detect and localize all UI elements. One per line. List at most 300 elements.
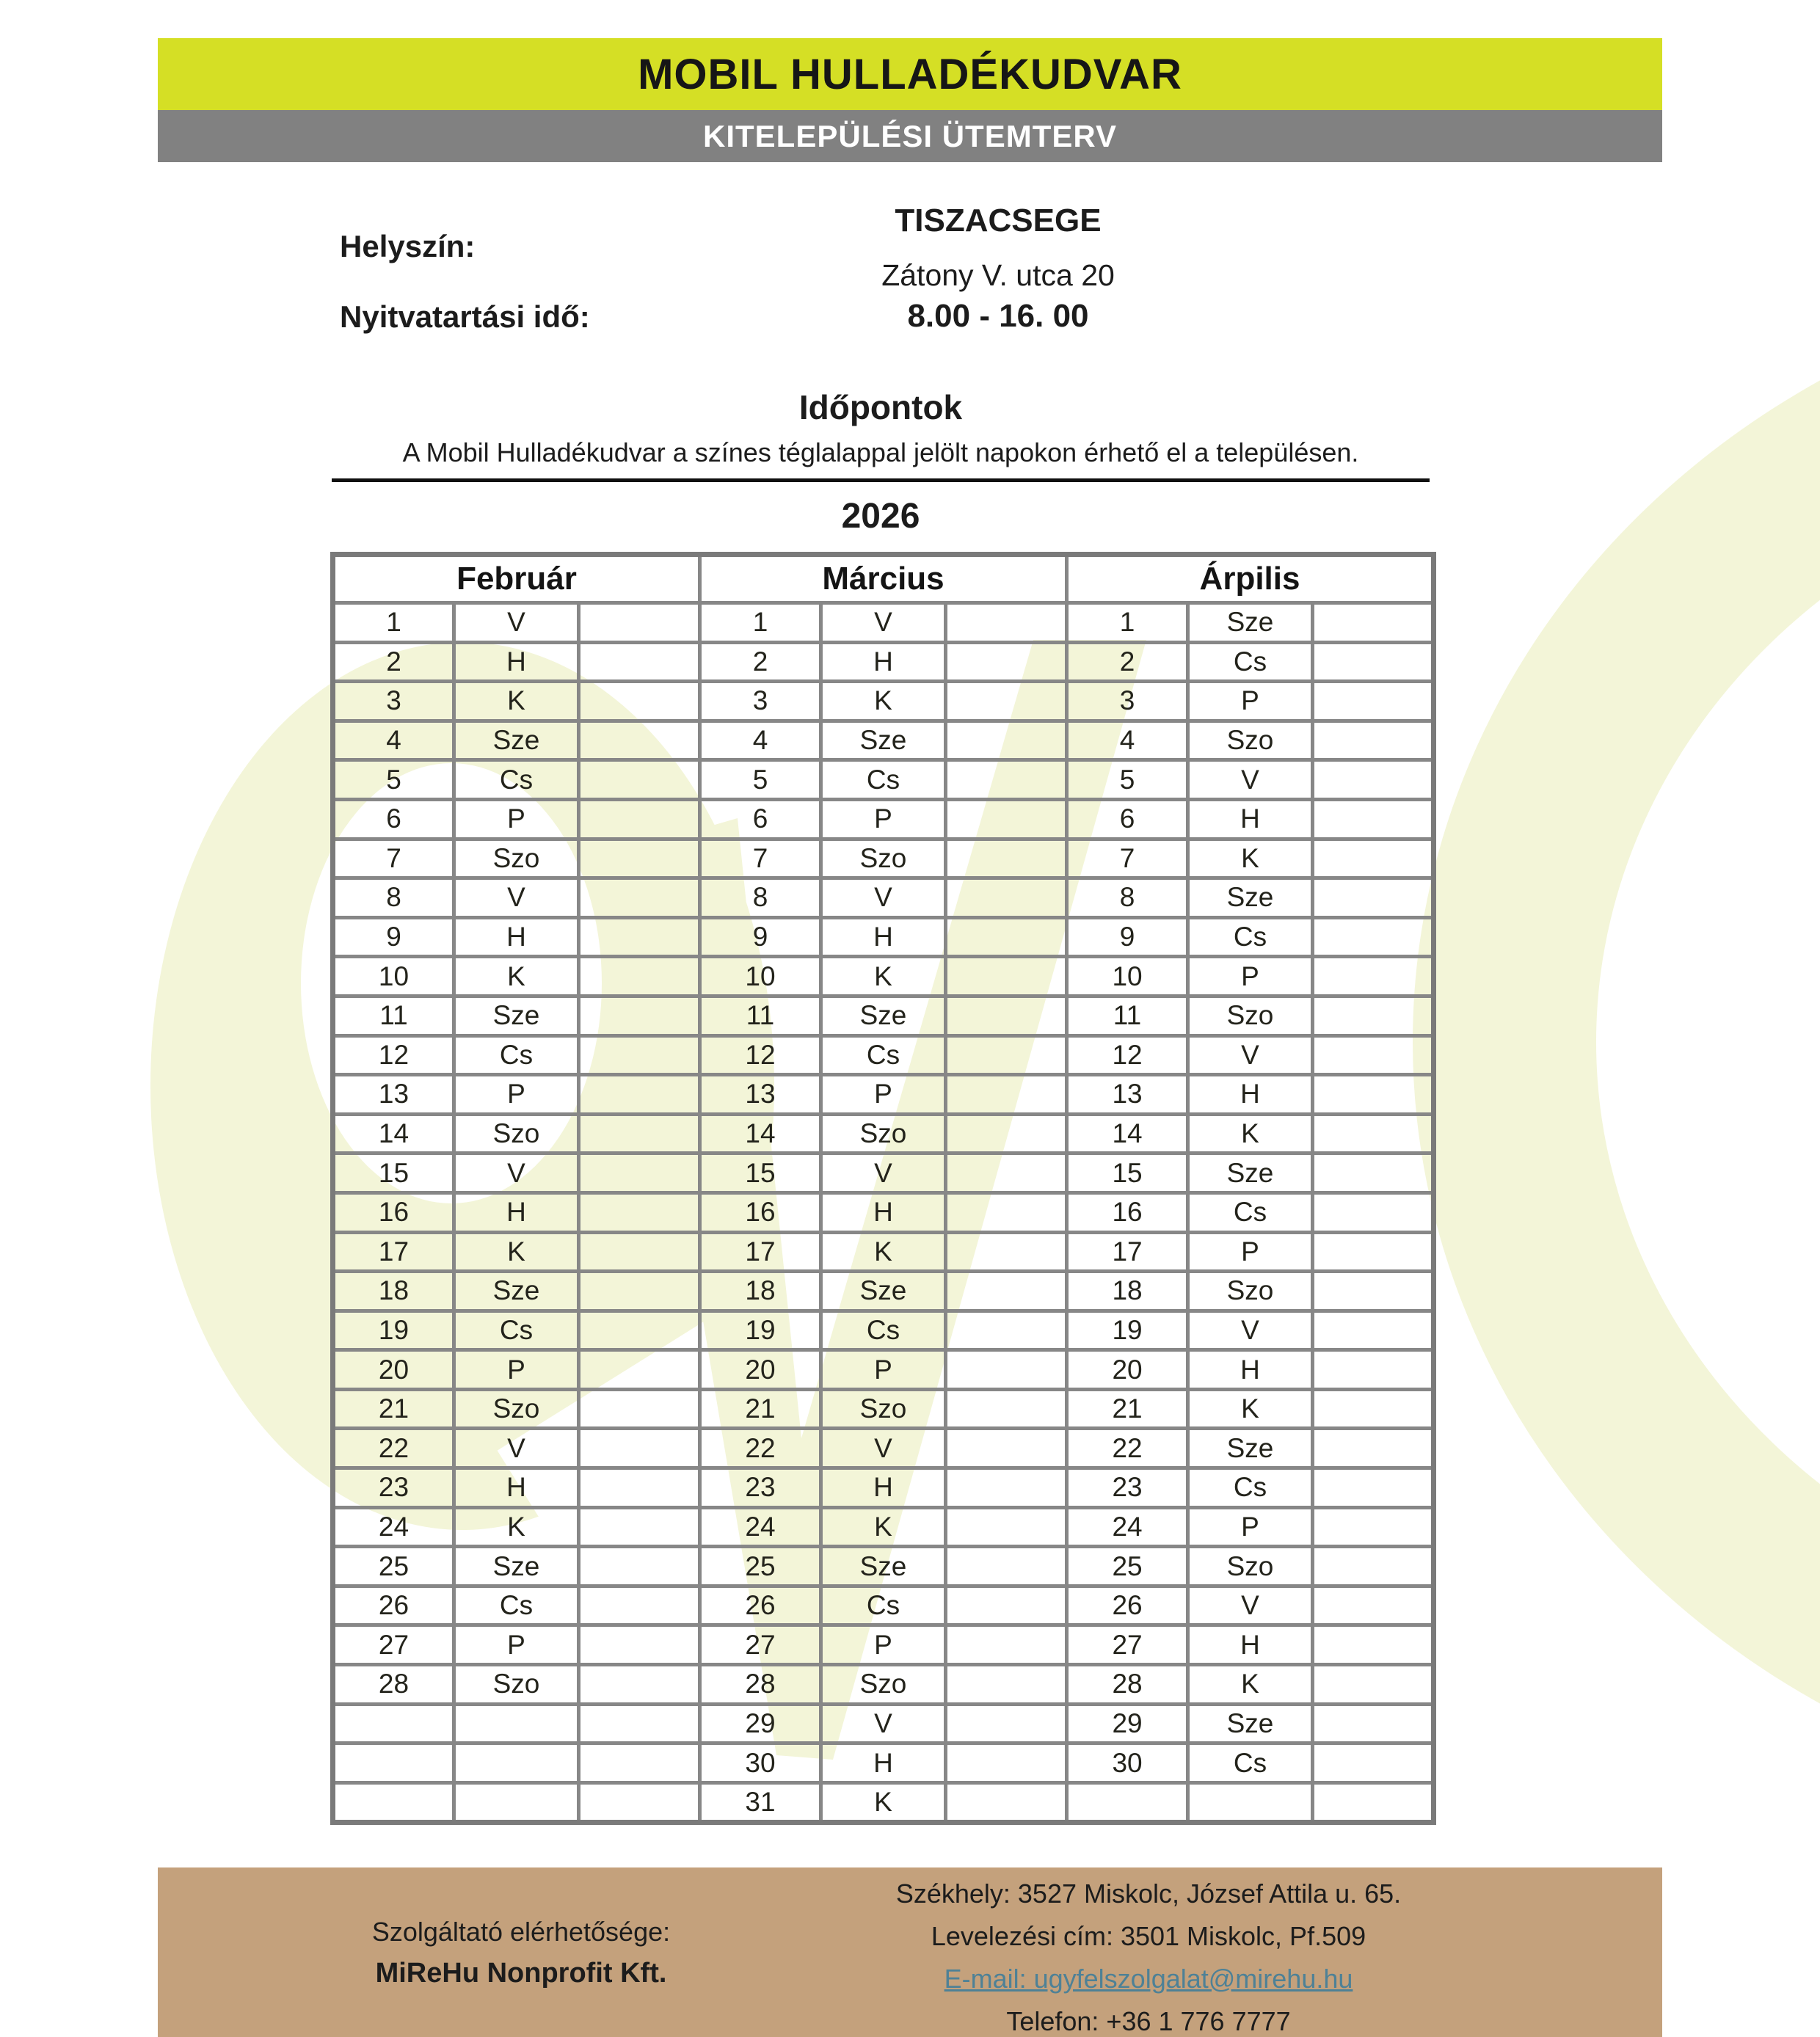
day-name-cell: Cs [454, 1311, 579, 1350]
availability-marker-cell [579, 603, 700, 643]
day-name-cell: K [821, 957, 946, 996]
day-name-cell: P [454, 1625, 579, 1665]
availability-marker-cell [579, 682, 700, 721]
day-number-cell: 4 [700, 721, 821, 760]
day-name-cell: H [1188, 799, 1313, 839]
availability-marker-cell [946, 1743, 1067, 1783]
day-number-cell: 18 [333, 1272, 454, 1311]
day-name-cell: Szo [454, 1114, 579, 1154]
day-number-cell: 29 [1067, 1704, 1188, 1743]
month-header: Március [700, 555, 1067, 603]
calendar-row [333, 1507, 1434, 1547]
day-name-cell: H [821, 1743, 946, 1783]
day-number-cell: 23 [700, 1468, 821, 1508]
availability-marker-cell [946, 996, 1067, 1035]
calendar-row [333, 1665, 1434, 1705]
day-number-cell: 22 [333, 1429, 454, 1468]
day-name-cell: Cs [1188, 642, 1313, 682]
day-number-cell: 13 [1067, 1075, 1188, 1115]
availability-marker-cell [946, 799, 1067, 839]
day-number-cell: 24 [1067, 1507, 1188, 1547]
availability-marker-cell [946, 1468, 1067, 1508]
day-name-cell: Cs [454, 760, 579, 800]
availability-marker-cell [579, 1743, 700, 1783]
subtitle-bar [158, 110, 1662, 162]
day-number-cell: 4 [1067, 721, 1188, 760]
page-title: MOBIL HULLADÉKUDVAR [638, 50, 1182, 98]
day-name-cell: H [454, 1468, 579, 1508]
day-number-cell: 1 [700, 603, 821, 643]
day-number-cell: 5 [700, 760, 821, 800]
day-name-cell: K [821, 682, 946, 721]
day-number-cell: 11 [1067, 996, 1188, 1035]
availability-marker-cell [946, 1232, 1067, 1272]
divider-rule [332, 478, 1430, 482]
availability-marker-cell [579, 1192, 700, 1232]
month-header: Február [333, 555, 700, 603]
day-name-cell: H [1188, 1350, 1313, 1390]
calendar-row [333, 1743, 1434, 1783]
day-number-cell: 4 [333, 721, 454, 760]
day-name-cell: Sze [821, 996, 946, 1035]
day-name-cell: K [1188, 839, 1313, 878]
availability-marker-cell [946, 957, 1067, 996]
day-name-cell: H [454, 917, 579, 957]
day-name-cell: K [1188, 1389, 1313, 1429]
availability-marker-cell [579, 1507, 700, 1547]
day-number-cell: 28 [1067, 1665, 1188, 1705]
day-number-cell: 20 [1067, 1350, 1188, 1390]
day-name-cell: H [821, 917, 946, 957]
availability-marker-cell [946, 839, 1067, 878]
calendar-row [333, 1232, 1434, 1272]
availability-marker-cell [1313, 642, 1434, 682]
day-number-cell: 12 [700, 1035, 821, 1075]
day-number-cell: 3 [700, 682, 821, 721]
availability-marker-cell [1313, 1311, 1434, 1350]
day-number-cell: 20 [700, 1350, 821, 1390]
availability-marker-cell [946, 1586, 1067, 1625]
day-name-cell: P [821, 1075, 946, 1115]
day-number-cell: 6 [1067, 799, 1188, 839]
availability-marker-cell [1313, 1547, 1434, 1586]
day-name-cell: Szo [821, 839, 946, 878]
day-name-cell: K [454, 957, 579, 996]
day-number-cell: 22 [700, 1429, 821, 1468]
availability-marker-cell [579, 1075, 700, 1115]
day-number-cell: 23 [1067, 1468, 1188, 1508]
availability-marker-cell [579, 1665, 700, 1705]
day-name-cell: V [1188, 1035, 1313, 1075]
availability-marker-cell [1313, 957, 1434, 996]
calendar-row [333, 1035, 1434, 1075]
day-number-cell: 7 [1067, 839, 1188, 878]
availability-marker-cell [579, 878, 700, 918]
availability-marker-cell [1313, 917, 1434, 957]
day-name-cell: P [454, 1350, 579, 1390]
provider-label: Szolgáltató elérhetősége: [371, 1917, 671, 1947]
availability-marker-cell [579, 1625, 700, 1665]
day-number-cell: 14 [333, 1114, 454, 1154]
day-name-cell: H [454, 1192, 579, 1232]
availability-marker-cell [946, 1272, 1067, 1311]
calendar-row [333, 1192, 1434, 1232]
day-number-cell: 29 [700, 1704, 821, 1743]
day-name-cell: Szo [454, 1665, 579, 1705]
availability-marker-cell [1313, 1586, 1434, 1625]
day-number-cell: 11 [333, 996, 454, 1035]
availability-marker-cell [579, 1114, 700, 1154]
availability-marker-cell [1313, 721, 1434, 760]
day-name-cell: P [454, 1075, 579, 1115]
availability-marker-cell [1313, 1389, 1434, 1429]
schedule-calendar-table [330, 552, 1436, 1825]
day-number-cell: 31 [700, 1782, 821, 1823]
day-name-cell: Sze [1188, 603, 1313, 643]
day-number-cell: 19 [333, 1311, 454, 1350]
day-number-cell: 5 [1067, 760, 1188, 800]
provider-name: MiReHu Nonprofit Kft. [375, 1958, 667, 1989]
availability-marker-cell [579, 1154, 700, 1193]
day-name-cell [1188, 1782, 1313, 1823]
day-name-cell: Sze [454, 996, 579, 1035]
title-bar [158, 38, 1662, 110]
calendar-row [333, 957, 1434, 996]
day-name-cell: V [1188, 1586, 1313, 1625]
calendar-row [333, 839, 1434, 878]
day-name-cell: V [821, 878, 946, 918]
day-name-cell: Cs [821, 1311, 946, 1350]
availability-marker-cell [946, 917, 1067, 957]
day-number-cell [1067, 1782, 1188, 1823]
availability-marker-cell [1313, 1704, 1434, 1743]
availability-marker-cell [1313, 682, 1434, 721]
day-number-cell: 13 [700, 1075, 821, 1115]
day-number-cell: 7 [700, 839, 821, 878]
day-name-cell: Szo [1188, 721, 1313, 760]
day-name-cell: V [1188, 1311, 1313, 1350]
availability-marker-cell [1313, 1625, 1434, 1665]
day-number-cell: 1 [333, 603, 454, 643]
day-number-cell: 10 [333, 957, 454, 996]
day-number-cell: 10 [1067, 957, 1188, 996]
availability-marker-cell [946, 682, 1067, 721]
day-number-cell: 3 [333, 682, 454, 721]
availability-marker-cell [579, 1782, 700, 1823]
day-name-cell: Szo [821, 1389, 946, 1429]
availability-marker-cell [579, 1586, 700, 1625]
day-name-cell: Cs [821, 760, 946, 800]
day-number-cell: 16 [333, 1192, 454, 1232]
day-number-cell: 8 [333, 878, 454, 918]
day-number-cell: 22 [1067, 1429, 1188, 1468]
availability-marker-cell [579, 996, 700, 1035]
calendar-row [333, 996, 1434, 1035]
day-name-cell: V [454, 603, 579, 643]
opening-hours-label: Nyitvatartási idő: [340, 299, 590, 334]
city-name: TISZACSEGE [895, 203, 1102, 238]
availability-marker-cell [1313, 1075, 1434, 1115]
day-name-cell: P [821, 799, 946, 839]
day-name-cell: P [1188, 1507, 1313, 1547]
availability-marker-cell [579, 760, 700, 800]
day-number-cell: 2 [700, 642, 821, 682]
availability-marker-cell [946, 1625, 1067, 1665]
availability-marker-cell [1313, 1272, 1434, 1311]
day-number-cell: 24 [700, 1507, 821, 1547]
section-description: A Mobil Hulladékudvar a színes téglalappal jelölt napokon érhető el a településen. [402, 437, 1359, 467]
day-number-cell: 27 [333, 1625, 454, 1665]
day-number-cell: 1 [1067, 603, 1188, 643]
availability-marker-cell [1313, 1114, 1434, 1154]
day-name-cell: Sze [821, 721, 946, 760]
calendar-row [333, 1272, 1434, 1311]
availability-marker-cell [579, 1468, 700, 1508]
availability-marker-cell [946, 1704, 1067, 1743]
availability-marker-cell [579, 1035, 700, 1075]
day-name-cell: Sze [1188, 1704, 1313, 1743]
day-number-cell: 12 [1067, 1035, 1188, 1075]
day-name-cell: Cs [454, 1035, 579, 1075]
day-name-cell: Szo [821, 1114, 946, 1154]
day-number-cell: 28 [700, 1665, 821, 1705]
availability-marker-cell [579, 1704, 700, 1743]
availability-marker-cell [1313, 839, 1434, 878]
day-number-cell: 27 [1067, 1625, 1188, 1665]
day-name-cell: Sze [821, 1272, 946, 1311]
day-number-cell: 14 [700, 1114, 821, 1154]
day-name-cell: H [1188, 1075, 1313, 1115]
availability-marker-cell [1313, 1232, 1434, 1272]
day-name-cell: P [821, 1350, 946, 1390]
day-name-cell: Cs [1188, 1192, 1313, 1232]
availability-marker-cell [946, 721, 1067, 760]
day-name-cell: P [454, 799, 579, 839]
availability-marker-cell [946, 1547, 1067, 1586]
day-name-cell: K [1188, 1665, 1313, 1705]
calendar-row [333, 1350, 1434, 1390]
year-heading: 2026 [841, 497, 920, 536]
calendar-row [333, 1625, 1434, 1665]
day-name-cell: K [454, 1507, 579, 1547]
day-name-cell: K [454, 682, 579, 721]
month-header-row [333, 555, 1434, 603]
availability-marker-cell [1313, 1743, 1434, 1783]
calendar-row [333, 1311, 1434, 1350]
day-number-cell: 17 [700, 1232, 821, 1272]
day-name-cell: K [1188, 1114, 1313, 1154]
availability-marker-cell [1313, 1468, 1434, 1508]
availability-marker-cell [1313, 1350, 1434, 1390]
calendar-row [333, 799, 1434, 839]
day-number-cell: 15 [333, 1154, 454, 1193]
day-number-cell: 6 [700, 799, 821, 839]
section-title: Időpontok [798, 388, 963, 426]
day-number-cell: 9 [333, 917, 454, 957]
calendar-row [333, 1154, 1434, 1193]
day-name-cell: Sze [454, 1272, 579, 1311]
day-name-cell: Sze [1188, 1154, 1313, 1193]
day-number-cell: 18 [1067, 1272, 1188, 1311]
availability-marker-cell [579, 1350, 700, 1390]
availability-marker-cell [579, 1311, 700, 1350]
availability-marker-cell [579, 799, 700, 839]
availability-marker-cell [1313, 1192, 1434, 1232]
day-name-cell: Szo [1188, 1547, 1313, 1586]
day-number-cell: 17 [333, 1232, 454, 1272]
day-name-cell: P [821, 1625, 946, 1665]
hq-address: Székhely: 3527 Miskolc, József Attila u. 65. [895, 1879, 1402, 1909]
day-number-cell: 23 [333, 1468, 454, 1508]
day-name-cell: V [821, 1704, 946, 1743]
availability-marker-cell [946, 760, 1067, 800]
day-number-cell: 10 [700, 957, 821, 996]
day-name-cell: V [821, 1429, 946, 1468]
availability-marker-cell [579, 642, 700, 682]
availability-marker-cell [946, 1192, 1067, 1232]
day-name-cell: V [454, 1154, 579, 1193]
footer [158, 1867, 1662, 2037]
day-number-cell: 26 [333, 1586, 454, 1625]
day-number-cell: 2 [333, 642, 454, 682]
location-label: Helyszín: [340, 229, 476, 263]
day-number-cell: 2 [1067, 642, 1188, 682]
availability-marker-cell [1313, 760, 1434, 800]
day-name-cell: V [821, 603, 946, 643]
day-name-cell [454, 1782, 579, 1823]
day-number-cell: 30 [700, 1743, 821, 1783]
day-name-cell [454, 1743, 579, 1783]
availability-marker-cell [946, 878, 1067, 918]
calendar-row [333, 878, 1434, 918]
availability-marker-cell [946, 1507, 1067, 1547]
availability-marker-cell [1313, 996, 1434, 1035]
day-number-cell: 8 [700, 878, 821, 918]
calendar-row [333, 682, 1434, 721]
availability-marker-cell [946, 1035, 1067, 1075]
day-name-cell: P [1188, 957, 1313, 996]
calendar-row [333, 1586, 1434, 1625]
availability-marker-cell [579, 1272, 700, 1311]
availability-marker-cell [946, 1665, 1067, 1705]
day-name-cell: H [1188, 1625, 1313, 1665]
day-number-cell: 19 [700, 1311, 821, 1350]
day-name-cell: P [1188, 1232, 1313, 1272]
day-name-cell: Cs [1188, 917, 1313, 957]
day-number-cell: 26 [700, 1586, 821, 1625]
availability-marker-cell [946, 1350, 1067, 1390]
day-number-cell: 21 [1067, 1389, 1188, 1429]
day-number-cell: 3 [1067, 682, 1188, 721]
day-name-cell: Cs [1188, 1743, 1313, 1783]
calendar-row [333, 1114, 1434, 1154]
day-name-cell: H [821, 642, 946, 682]
day-number-cell: 15 [700, 1154, 821, 1193]
day-name-cell: Cs [821, 1586, 946, 1625]
month-header: Árpilis [1067, 555, 1434, 603]
availability-marker-cell [1313, 1429, 1434, 1468]
street-address: Zátony V. utca 20 [881, 258, 1115, 292]
availability-marker-cell [946, 1782, 1067, 1823]
day-number-cell: 20 [333, 1350, 454, 1390]
day-number-cell: 9 [1067, 917, 1188, 957]
day-name-cell: Szo [821, 1665, 946, 1705]
day-name-cell: Cs [1188, 1468, 1313, 1508]
calendar-row [333, 642, 1434, 682]
day-name-cell: K [821, 1507, 946, 1547]
day-name-cell: Sze [821, 1547, 946, 1586]
availability-marker-cell [946, 642, 1067, 682]
day-name-cell: V [454, 1429, 579, 1468]
availability-marker-cell [946, 1429, 1067, 1468]
day-number-cell: 8 [1067, 878, 1188, 918]
day-number-cell: 5 [333, 760, 454, 800]
day-number-cell: 27 [700, 1625, 821, 1665]
day-name-cell: Szo [1188, 996, 1313, 1035]
day-name-cell [454, 1704, 579, 1743]
availability-marker-cell [579, 957, 700, 996]
day-name-cell: K [454, 1232, 579, 1272]
day-name-cell: K [821, 1232, 946, 1272]
day-number-cell: 21 [700, 1389, 821, 1429]
calendar-row [333, 1547, 1434, 1586]
day-number-cell: 17 [1067, 1232, 1188, 1272]
calendar-row [333, 1782, 1434, 1823]
day-name-cell: P [1188, 682, 1313, 721]
availability-marker-cell [1313, 1782, 1434, 1823]
day-name-cell: Cs [821, 1035, 946, 1075]
day-name-cell: Sze [454, 721, 579, 760]
availability-marker-cell [579, 1547, 700, 1586]
email-line [804, 1964, 1493, 1994]
availability-marker-cell [579, 721, 700, 760]
calendar-row [333, 721, 1434, 760]
day-number-cell: 24 [333, 1507, 454, 1547]
availability-marker-cell [579, 1232, 700, 1272]
day-name-cell: Cs [454, 1586, 579, 1625]
day-name-cell: H [821, 1468, 946, 1508]
day-number-cell: 25 [333, 1547, 454, 1586]
day-name-cell: Sze [1188, 878, 1313, 918]
availability-marker-cell [579, 917, 700, 957]
day-number-cell: 14 [1067, 1114, 1188, 1154]
day-number-cell: 30 [1067, 1743, 1188, 1783]
day-number-cell: 7 [333, 839, 454, 878]
availability-marker-cell [579, 1389, 700, 1429]
day-number-cell: 13 [333, 1075, 454, 1115]
day-number-cell [333, 1704, 454, 1743]
day-name-cell: V [1188, 760, 1313, 800]
day-number-cell: 18 [700, 1272, 821, 1311]
day-number-cell [333, 1743, 454, 1783]
day-name-cell: Szo [1188, 1272, 1313, 1311]
day-name-cell: H [454, 642, 579, 682]
page-subtitle: KITELEPÜLÉSI ÜTEMTERV [703, 118, 1117, 153]
availability-marker-cell [579, 1429, 700, 1468]
calendar-row [333, 1389, 1434, 1429]
availability-marker-cell [946, 1075, 1067, 1115]
day-number-cell [333, 1782, 454, 1823]
availability-marker-cell [1313, 603, 1434, 643]
email-link[interactable]: E-mail: ugyfelszolgalat@mirehu.hu [944, 1964, 1353, 1994]
mailing-address: Levelezési cím: 3501 Miskolc, Pf.509 [931, 1921, 1366, 1951]
availability-marker-cell [946, 603, 1067, 643]
availability-marker-cell [946, 1154, 1067, 1193]
day-number-cell: 15 [1067, 1154, 1188, 1193]
day-name-cell: V [454, 878, 579, 918]
day-number-cell: 11 [700, 996, 821, 1035]
day-number-cell: 28 [333, 1665, 454, 1705]
